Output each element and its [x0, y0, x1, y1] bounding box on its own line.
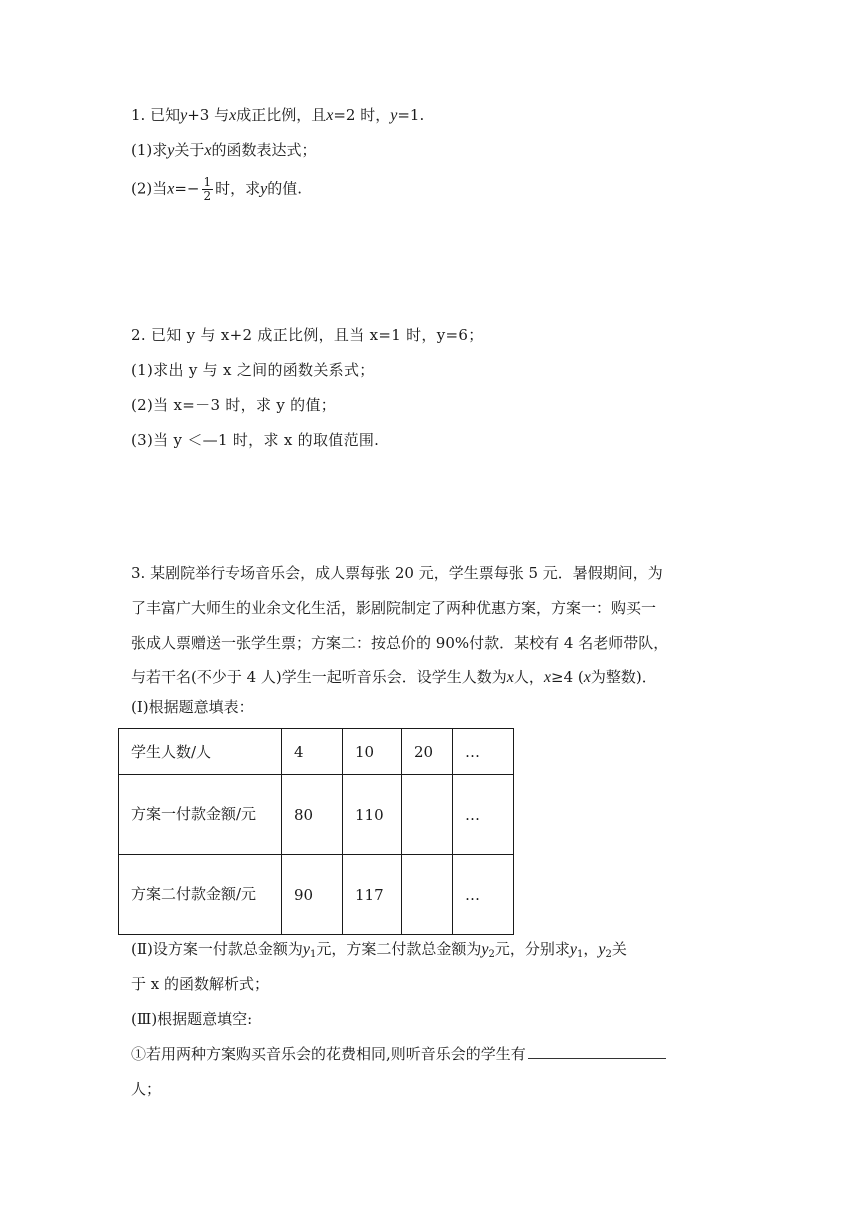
q3-line1: 3. 某剧院举行专场音乐会，成人票每张 20 元，学生票每张 5 元．暑假期间，为: [131, 564, 663, 582]
fill-in-table: [118, 728, 514, 935]
q1-stem: 1. 已知y+3 与x成正比例，且x=2 时，y=1.: [131, 106, 425, 124]
q2-sub1: (1)求出 y 与 x 之间的函数关系式；: [131, 361, 375, 379]
table-cell: …: [453, 775, 514, 855]
q2-sub2: (2)当 x=－3 时，求 y 的值；: [131, 396, 337, 414]
table-cell-blank[interactable]: [402, 775, 453, 855]
table-cell: 4: [282, 729, 343, 775]
q3-line2: 了丰富广大师生的业余文化生活，影剧院制定了两种优惠方案，方案一：购买一: [131, 599, 657, 617]
q3-part3-q1: ①若用两种方案购买音乐会的花费相同,则听音乐会的学生有: [131, 1043, 666, 1065]
table-cell: 110: [343, 775, 402, 855]
answer-blank[interactable]: [528, 1044, 666, 1059]
table-cell: 方案二付款金额/元: [119, 855, 282, 935]
fraction-one-half: $\frac{1}{2}$: [203, 175, 212, 203]
table-cell: …: [453, 729, 514, 775]
table-cell: 学生人数/人: [119, 729, 282, 775]
table-cell: 20: [402, 729, 453, 775]
table-row: [119, 775, 514, 855]
q3-line4: 与若干名(不少于 4 人)学生一起听音乐会．设学生人数为x人，x≥4 (x为整数)．: [131, 668, 657, 686]
q2-stem: 2. 已知 y 与 x+2 成正比例，且当 x=1 时，y=6；: [131, 326, 484, 344]
table-cell-blank[interactable]: [402, 855, 453, 935]
q2-sub3: (3)当 y ＜—1 时，求 x 的取值范围.: [131, 431, 380, 449]
q1-sub1: (1)求y关于x的函数表达式；: [131, 141, 317, 159]
table-cell: 方案一付款金额/元: [119, 775, 282, 855]
q3-part3-label: (Ⅲ)根据题意填空:: [131, 1010, 253, 1028]
q1-sub2: (2)当x=− $\frac{1}{2}$ 时，求y的值.: [131, 175, 303, 203]
table-cell: 10: [343, 729, 402, 775]
table-row: [119, 729, 514, 775]
q3-part3-q1-end: 人；: [131, 1080, 162, 1098]
q3-part1-label: (Ⅰ)根据题意填表：: [131, 698, 254, 716]
table-row: [119, 855, 514, 935]
q3-line3: 张成人票赠送一张学生票；方案二：按总价的 90%付款．某校有 4 名老师带队，: [131, 634, 669, 652]
q3-part2-line2: 于 x 的函数解析式；: [131, 975, 269, 993]
q3-part2-line1: (Ⅱ)设方案一付款总金额为$y_1$元，方案二付款总金额为$y_2$元，分别求$y_1$，$y_2$关: [131, 940, 627, 960]
table-cell: 80: [282, 775, 343, 855]
table-cell: 90: [282, 855, 343, 935]
table-cell: …: [453, 855, 514, 935]
table-cell: 117: [343, 855, 402, 935]
